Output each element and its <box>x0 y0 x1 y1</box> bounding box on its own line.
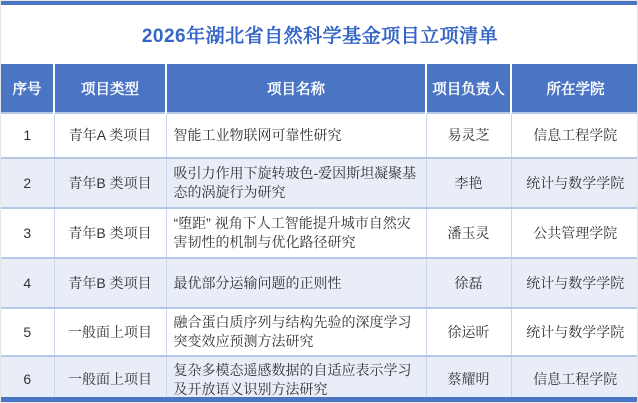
table-row <box>1 308 638 356</box>
page-title: 2026年湖北省自然科学基金项目立项清单 <box>141 26 499 47</box>
project-list-table <box>1 64 638 402</box>
cell-name: 吸引力作用下旋转玻色-爱因斯坦凝聚基态的涡旋行为研究 <box>166 158 426 208</box>
cell-index: 4 <box>1 258 54 308</box>
cell-type: 青年B 类项目 <box>54 158 166 208</box>
cell-index: 6 <box>1 356 54 402</box>
cell-leader: 徐磊 <box>426 258 511 308</box>
cell-type: 青年B 类项目 <box>54 208 166 258</box>
cell-leader: 易灵芝 <box>426 113 511 158</box>
cell-college: 统计与数学学院 <box>511 258 638 308</box>
cell-type: 青年B 类项目 <box>54 258 166 308</box>
cell-college: 信息工程学院 <box>511 356 638 402</box>
table-row <box>1 158 638 208</box>
column-header-name: 项目名称 <box>166 64 426 113</box>
column-header-college: 所在学院 <box>511 64 638 113</box>
cell-name: “堕距” 视角下人工智能提升城市自然灾害韧性的机制与优化路径研究 <box>166 208 426 258</box>
cell-index: 1 <box>1 113 54 158</box>
table-row <box>1 356 638 402</box>
cell-leader: 蔡耀明 <box>426 356 511 402</box>
table-header-row <box>1 64 638 113</box>
table-row <box>1 258 638 308</box>
column-header-type: 项目类型 <box>54 64 166 113</box>
cell-leader: 徐运昕 <box>426 308 511 356</box>
column-header-index: 序号 <box>1 64 54 113</box>
cell-college: 统计与数学学院 <box>511 308 638 356</box>
title-section <box>1 5 638 64</box>
cell-college: 信息工程学院 <box>511 113 638 158</box>
cell-type: 一般面上项目 <box>54 308 166 356</box>
cell-college: 统计与数学学院 <box>511 158 638 208</box>
table-row <box>1 113 638 158</box>
cell-leader: 潘玉灵 <box>426 208 511 258</box>
cell-name: 智能工业物联网可靠性研究 <box>166 113 426 158</box>
cell-leader: 李艳 <box>426 158 511 208</box>
column-header-leader: 项目负责人 <box>426 64 511 113</box>
cell-name: 融合蛋白质序列与结构先验的深度学习突变效应预测方法研究 <box>166 308 426 356</box>
cell-college: 公共管理学院 <box>511 208 638 258</box>
cell-name: 最优部分运输问题的正则性 <box>166 258 426 308</box>
cell-type: 一般面上项目 <box>54 356 166 402</box>
cell-type: 青年A 类项目 <box>54 113 166 158</box>
cell-index: 3 <box>1 208 54 258</box>
bottom-accent-bar <box>1 397 638 402</box>
cell-name: 复杂多模态遥感数据的自适应表示学习及开放语义识别方法研究 <box>166 356 426 402</box>
cell-index: 5 <box>1 308 54 356</box>
table-body <box>1 113 638 402</box>
cell-index: 2 <box>1 158 54 208</box>
table-row <box>1 208 638 258</box>
